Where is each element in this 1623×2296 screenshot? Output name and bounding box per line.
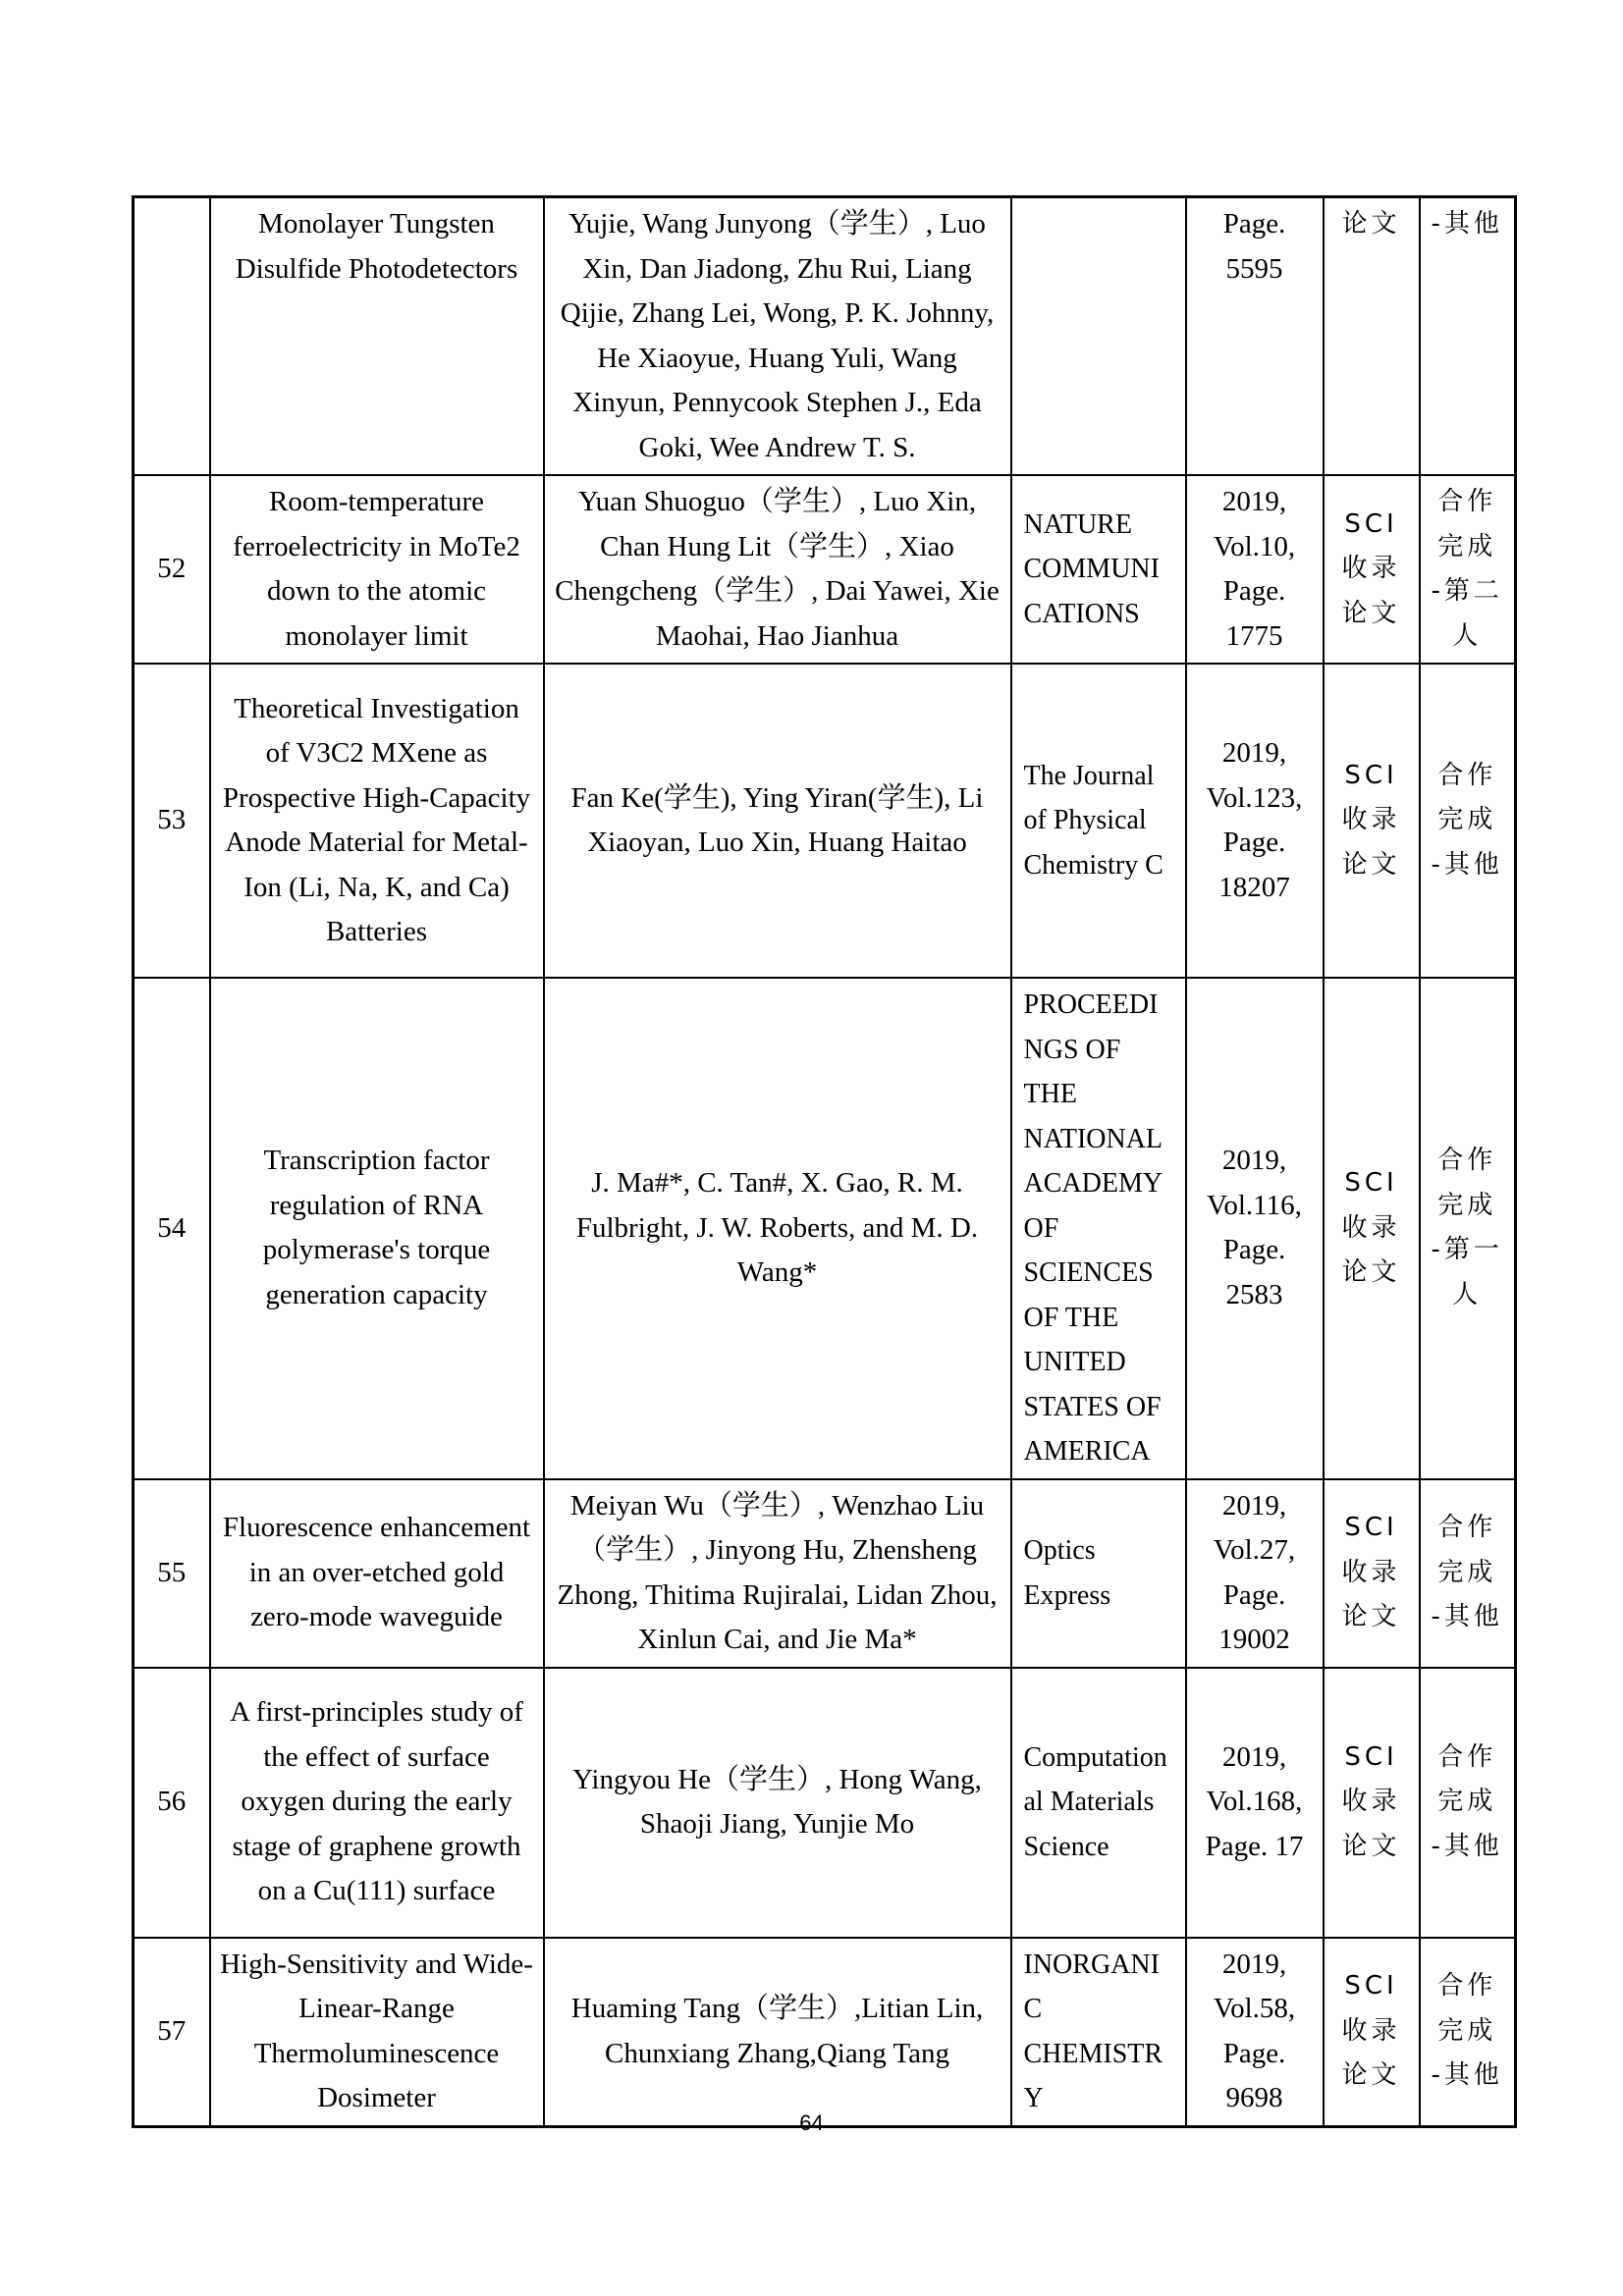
index-type: 论文 bbox=[1324, 197, 1420, 476]
volume-info: Page. 5595 bbox=[1186, 197, 1324, 476]
author-role: 合作完成 -其他 bbox=[1420, 664, 1516, 978]
table-row bbox=[134, 1938, 1516, 2127]
journal-name: Computational Materials Science bbox=[1011, 1668, 1186, 1938]
journal-name: The Journal of Physical Chemistry C bbox=[1011, 664, 1186, 978]
author-role: 合作完成 -其他 bbox=[1420, 1479, 1516, 1668]
row-number: 53 bbox=[134, 664, 210, 978]
index-type: SCI 收录 论文 bbox=[1324, 475, 1420, 664]
paper-title: Fluorescence enhancement in an over-etched gold zero-mode waveguide bbox=[210, 1479, 544, 1668]
paper-title: Room-temperature ferroelectricity in MoTe2 down to the atomic monolayer limit bbox=[210, 475, 544, 664]
authors: Huaming Tang（学生）,Litian Lin, Chunxiang Zhang,Qiang Tang bbox=[544, 1938, 1011, 2127]
index-type: SCI 收录 论文 bbox=[1324, 1938, 1420, 2127]
row-number bbox=[134, 197, 210, 476]
index-type: SCI 收录 论文 bbox=[1324, 978, 1420, 1479]
paper-title: High-Sensitivity and Wide-Linear-Range Thermoluminescence Dosimeter bbox=[210, 1938, 544, 2127]
volume-info: 2019, Vol.123, Page. 18207 bbox=[1186, 664, 1324, 978]
table-row bbox=[134, 664, 1516, 978]
table-row bbox=[134, 197, 1516, 476]
journal-name: INORGANIC CHEMISTRY bbox=[1011, 1938, 1186, 2127]
page-number: 64 bbox=[799, 2110, 824, 2135]
paper-title: Monolayer Tungsten Disulfide Photodetectors bbox=[210, 197, 544, 476]
author-role: 合作完成 -第一人 bbox=[1420, 978, 1516, 1479]
table-row bbox=[134, 1479, 1516, 1668]
author-role: 合作完成 -其他 bbox=[1420, 1668, 1516, 1938]
authors: J. Ma#*, C. Tan#, X. Gao, R. M. Fulbright, J. W. Roberts, and M. D. Wang* bbox=[544, 978, 1011, 1479]
authors: Fan Ke(学生), Ying Yiran(学生), Li Xiaoyan, Luo Xin, Huang Haitao bbox=[544, 664, 1011, 978]
author-role: 合作完成 -第二人 bbox=[1420, 475, 1516, 664]
paper-title: A first-principles study of the effect of surface oxygen during the early stage of graphene growth on a Cu(111) surface bbox=[210, 1668, 544, 1938]
authors: Meiyan Wu（学生）, Wenzhao Liu（学生）, Jinyong Hu, Zhensheng Zhong, Thitima Rujiralai, Lidan Zhou, Xinlun Cai, and Jie Ma* bbox=[544, 1479, 1011, 1668]
authors: Yuan Shuoguo（学生）, Luo Xin, Chan Hung Lit（学生）, Xiao Chengcheng（学生）, Dai Yawei, Xie Maohai, Hao Jianhua bbox=[544, 475, 1011, 664]
authors: Yingyou He（学生）, Hong Wang, Shaoji Jiang, Yunjie Mo bbox=[544, 1668, 1011, 1938]
publication-table bbox=[132, 195, 1517, 2128]
volume-info: 2019, Vol.168, Page. 17 bbox=[1186, 1668, 1324, 1938]
author-role: 合作完成 -其他 bbox=[1420, 1938, 1516, 2127]
volume-info: 2019, Vol.10, Page. 1775 bbox=[1186, 475, 1324, 664]
index-type: SCI 收录 论文 bbox=[1324, 1668, 1420, 1938]
publication-table-container bbox=[132, 195, 1514, 2128]
paper-title: Transcription factor regulation of RNA polymerase's torque generation capacity bbox=[210, 978, 544, 1479]
table-row bbox=[134, 475, 1516, 664]
row-number: 52 bbox=[134, 475, 210, 664]
table-row bbox=[134, 1668, 1516, 1938]
paper-title: Theoretical Investigation of V3C2 MXene as Prospective High-Capacity Anode Material for Metal-Ion (Li, Na, K, and Ca) Batteries bbox=[210, 664, 544, 978]
row-number: 55 bbox=[134, 1479, 210, 1668]
row-number: 56 bbox=[134, 1668, 210, 1938]
journal-name: Optics Express bbox=[1011, 1479, 1186, 1668]
index-type: SCI 收录 论文 bbox=[1324, 664, 1420, 978]
volume-info: 2019, Vol.58, Page. 9698 bbox=[1186, 1938, 1324, 2127]
volume-info: 2019, Vol.27, Page. 19002 bbox=[1186, 1479, 1324, 1668]
table-row bbox=[134, 978, 1516, 1479]
row-number: 57 bbox=[134, 1938, 210, 2127]
journal-name: NATURE COMMUNICATIONS bbox=[1011, 475, 1186, 664]
index-type: SCI 收录 论文 bbox=[1324, 1479, 1420, 1668]
journal-name: PROCEEDINGS OF THE NATIONAL ACADEMY OF SCIENCES OF THE UNITED STATES OF AMERICA bbox=[1011, 978, 1186, 1479]
volume-info: 2019, Vol.116, Page. 2583 bbox=[1186, 978, 1324, 1479]
journal-name bbox=[1011, 197, 1186, 476]
authors: Yujie, Wang Junyong（学生）, Luo Xin, Dan Jiadong, Zhu Rui, Liang Qijie, Zhang Lei, Wong, P. K. Johnny, He Xiaoyue, Huang Yuli, Wang Xinyun, Pennycook Stephen J., Eda Goki, Wee Andrew T. S. bbox=[544, 197, 1011, 476]
author-role: -其他 bbox=[1420, 197, 1516, 476]
row-number: 54 bbox=[134, 978, 210, 1479]
